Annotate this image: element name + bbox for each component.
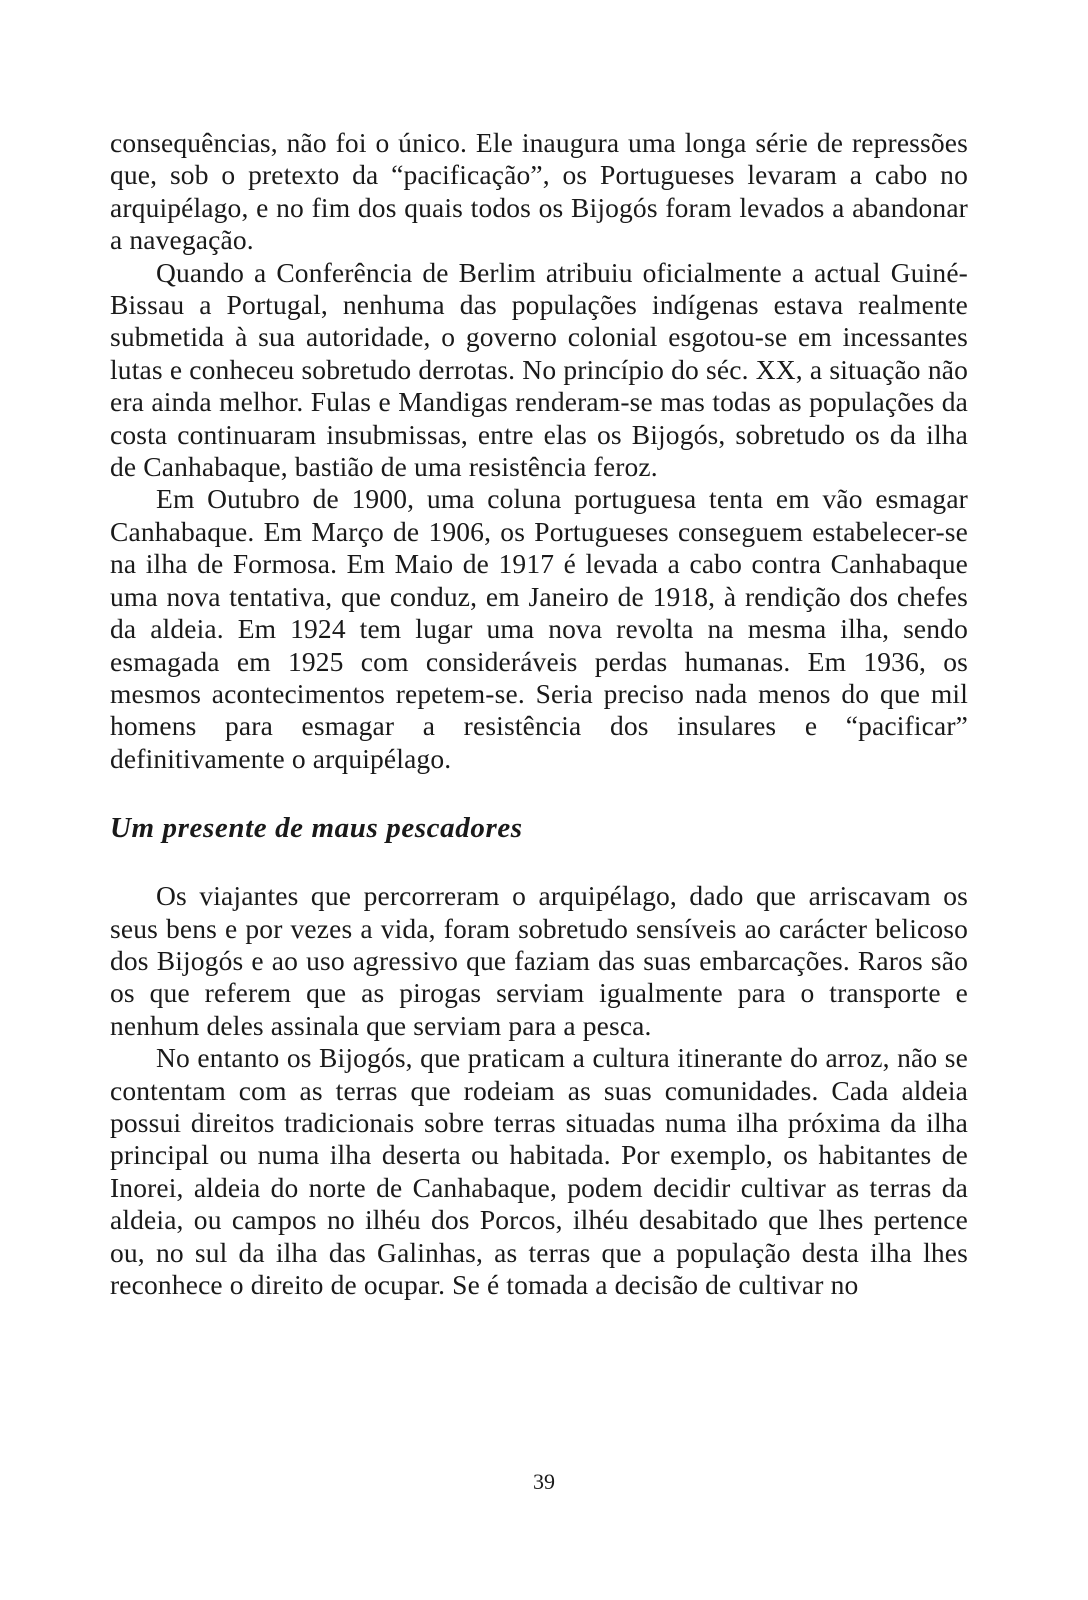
- paragraph-canhabaque-campaigns: Em Outubro de 1900, uma coluna portuguesa tenta em vão esmagar Canhabaque. Em Março de 1906, os Portugueses conseguem estabelecer-se na ilha de Formosa. Em Maio de 1917 é levada a cabo contra Canhabaque uma nova tentativa, que conduz, em Janeiro de 1918, à rendição dos chefes da aldeia. Em 1924 tem lugar uma nova revolta na mesma ilha, sendo esmagada em 1925 com consideráveis perdas humanas. Em 1936, os mesmos acontecimentos repetem-se. Seria preciso nada menos do que mil homens para esmagar a resistência dos insulares e “pacificar” definitivamente o arquipélago.: [110, 483, 968, 774]
- paragraph-travellers: Os viajantes que percorreram o arquipélago, dado que arriscavam os seus bens e por vezes a vida, foram sobretudo sensíveis ao carácter belicoso dos Bijogós e ao uso agressivo que faziam das suas embarcações. Raros são os que referem que as pirogas serviam igualmente para o transporte e nenhum deles assinala que serviam para a pesca.: [110, 880, 968, 1041]
- paragraph-berlin-conference: Quando a Conferência de Berlim atribuiu oficialmente a actual Guiné-Bissau a Portugal, nenhuma das populações indígenas estava realmente submetida à sua autoridade, o governo colonial esgotou-se em incessantes lutas e conheceu sobretudo derrotas. No princípio do séc. XX, a situação não era ainda melhor. Fulas e Mandigas renderam-se mas todas as populações da costa continuaram insubmissas, entre elas os Bijogós, sobretudo os da ilha de Canhabaque, bastião de uma resistência feroz.: [110, 256, 968, 483]
- page-number: 39: [533, 1469, 555, 1494]
- section-heading: Um presente de maus pescadores: [110, 812, 523, 845]
- paragraph-rice-cultivation: No entanto os Bijogós, que praticam a cultura itinerante do arroz, não se contentam com as terras que rodeiam as suas comunidades. Cada aldeia possui direitos tradicionais sobre terras situadas numa ilha próxima da ilha principal ou numa ilha deserta ou habitada. Por exemplo, os habitantes de Inorei, aldeia do norte de Canhabaque, podem decidir cultivar as terras da aldeia, ou campos no ilhéu dos Porcos, ilhéu desabitado que lhes pertence ou, no sul da ilha das Galinhas, as terras que a população desta ilha lhes reconhece o direito de ocupar. Se é tomada a decisão de cultivar no: [110, 1042, 968, 1300]
- paragraph-continuation: consequências, não foi o único. Ele inaugura uma longa série de repressões que, sob o pretexto da “pacificação”, os Portugueses levaram a cabo no arquipélago, e no fim dos quais todos os Bijogós foram levados a abandonar a navegação.: [110, 127, 968, 256]
- page-body: [110, 127, 968, 1301]
